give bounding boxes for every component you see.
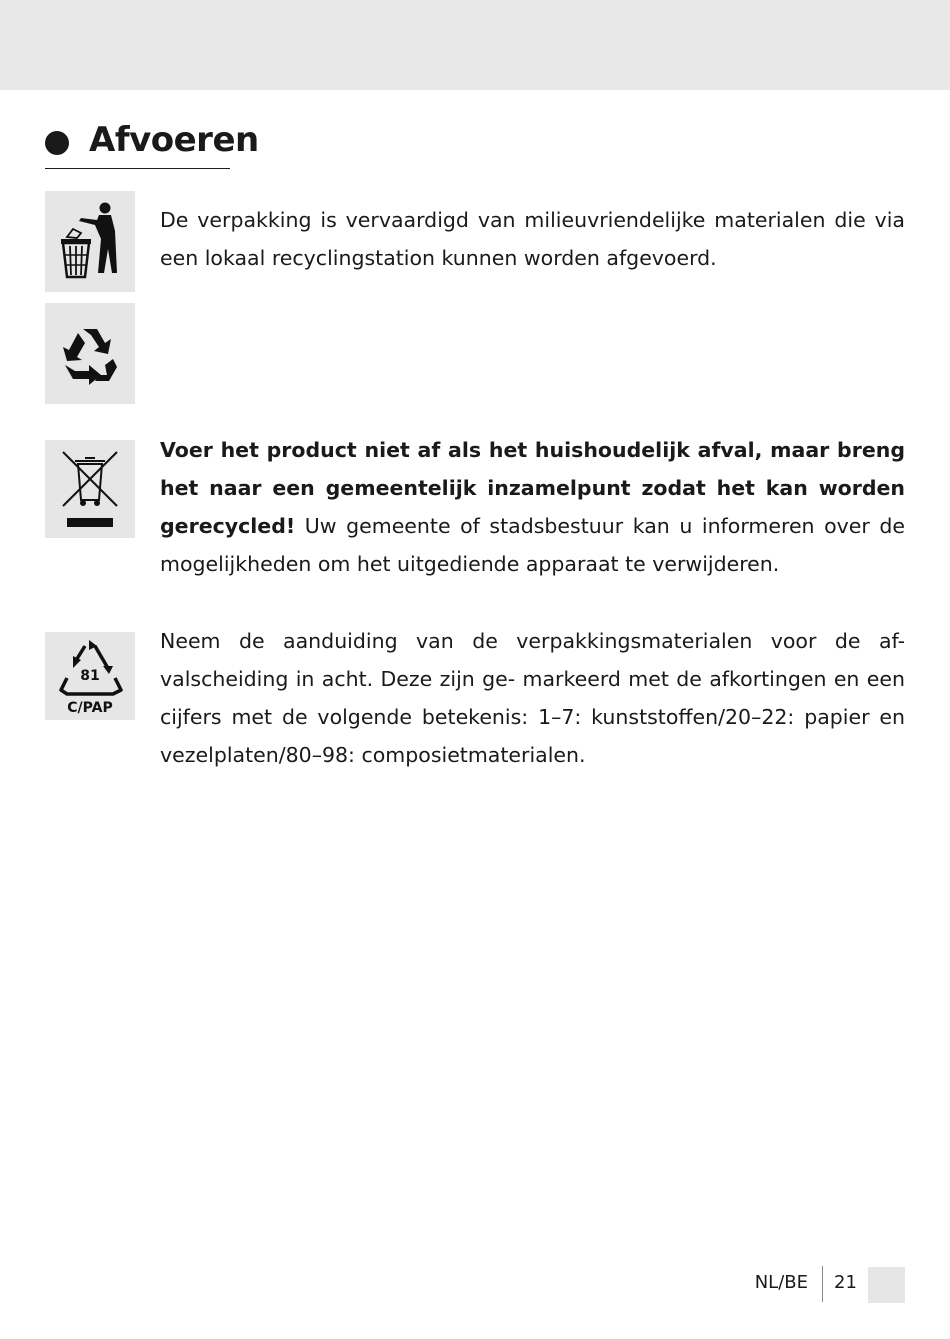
disposal-bold-text: Voer het product niet af als het huishoudelijk afval, maar breng het naar een gemeentelijk inzamelpunt zodat het kan worden gerecycled! (160, 438, 905, 538)
pap-code: C/PAP (67, 700, 113, 716)
recycle-icon (45, 303, 135, 404)
footer-box (868, 1267, 905, 1303)
bullet-icon (45, 131, 69, 155)
tidyman-icon (45, 191, 135, 292)
page-number: 21 (834, 1272, 857, 1293)
pap-number: 81 (80, 668, 100, 684)
section-title: Afvoeren (89, 120, 259, 160)
marking-paragraph: Neem de aanduiding van de verpakkingsmaterialen voor de af- valscheiding in acht. Deze zijn ge- markeerd met de afkortingen en een cijfers met de volgende betekenis: 1–7: kunststoffen/20–22: papier en vezelplaten/80–98: composietmaterialen. (160, 629, 905, 767)
footer-language: NL/BE (754, 1272, 808, 1293)
header-band (0, 0, 950, 90)
disposal-paragraph (160, 431, 905, 583)
disposal-text: Uw gemeente of stadsbestuur kan u informeren over de mogelijkheden om het uitgediende apparaat te verwijderen. (160, 514, 905, 576)
footer-divider (822, 1266, 823, 1302)
crossed-out-bin-icon (45, 440, 135, 538)
packaging-paragraph: De verpakking is vervaardigd van milieuvriendelijke materialen die via een lokaal recyclingstation kunnen worden afgevoerd. (160, 208, 905, 270)
section-heading (45, 118, 259, 169)
pap-recycling-icon (45, 632, 135, 720)
